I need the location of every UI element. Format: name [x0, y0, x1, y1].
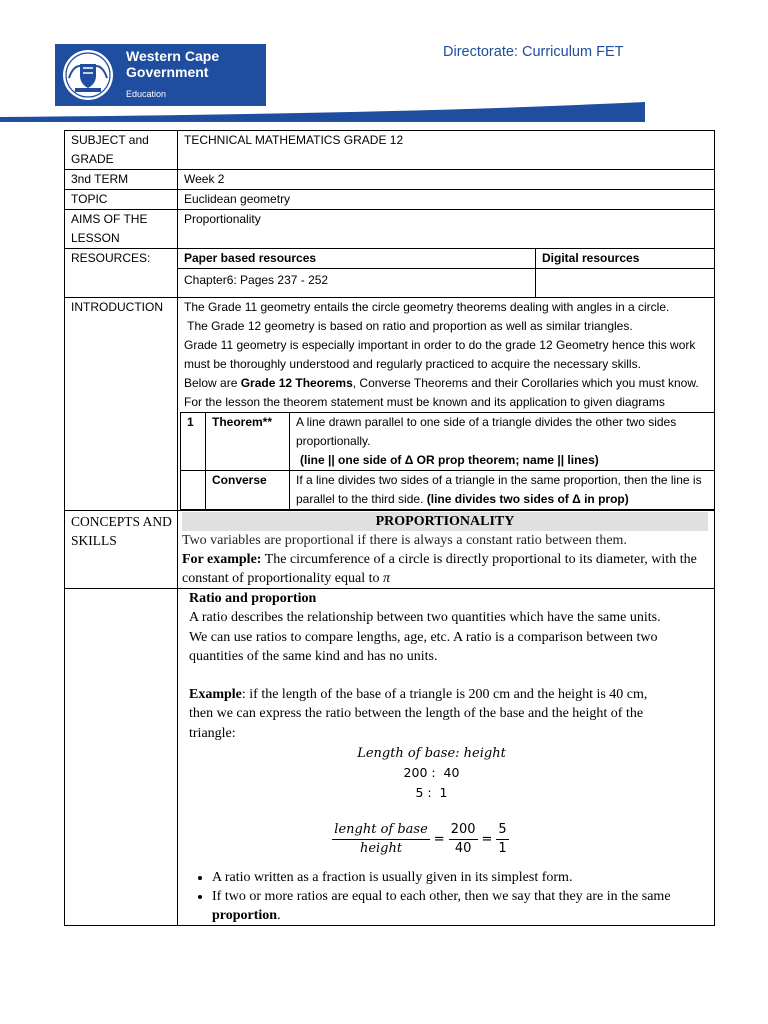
introduction-content — [178, 298, 715, 511]
ratio-label-cell — [65, 589, 178, 926]
header-swoosh — [0, 102, 645, 122]
subject-value: TECHNICAL MATHEMATICS GRADE 12 — [178, 131, 715, 170]
subject-label: SUBJECT and GRADE — [65, 131, 178, 170]
paper-resources-header: Paper based resources — [178, 249, 536, 269]
chapter-reference: Chapter6: Pages 237 - 252 — [178, 269, 536, 298]
theorem-table — [180, 412, 714, 510]
ratio-example: Example: if the length of the base of a triangle is 200 cm and the height is 40 cm, then we can express the ratio between the length of the base and the height of the triangle: — [189, 687, 648, 741]
logo-line-3: Education — [126, 89, 167, 99]
logo-banner — [55, 44, 266, 106]
concepts-label: CONCEPTS AND SKILLS — [65, 511, 178, 589]
converse-label: Converse — [206, 471, 290, 510]
fraction-1: lenght of base height — [334, 821, 428, 856]
pi-symbol: π — [383, 571, 391, 586]
logo-line-2: Government — [126, 64, 209, 80]
term-value: Week 2 — [178, 170, 715, 190]
ratio-fraction-equation: lenght of base height = 200 40 = 5 1 — [334, 821, 507, 856]
resources-label: RESOURCES: — [65, 249, 178, 298]
concepts-paragraph-1: Two variables are proportional if there is always a constant ratio between them. — [182, 533, 627, 548]
bullet-1: • A ratio written as a fraction is usually given in its simplest form. — [212, 868, 674, 887]
intro-paragraph-3: Grade 11 geometry is especially important in order to do the grade 12 Geometry hence this work must be thoroughly understood and regularly practiced to acquire the necessary skills. — [184, 338, 696, 371]
concepts-content — [178, 511, 715, 589]
converse-number — [181, 471, 206, 510]
aims-value: Proportionality — [178, 210, 715, 249]
directorate-title: Directorate: Curriculum FET — [443, 44, 624, 60]
ratio-paragraph: A ratio describes the relationship between two quantities which have the same units. We can use ratios to compare lengths, age, etc. A ratio is a comparison between two quantities of the same kind and has no units. — [189, 610, 661, 664]
digital-resources-value — [536, 269, 715, 298]
converse-reason: (line divides two sides of Δ in prop) — [426, 492, 629, 506]
topic-label: TOPIC — [65, 190, 178, 210]
ratio-content — [178, 589, 715, 926]
theorem-label: Theorem** — [206, 413, 290, 471]
digital-resources-header: Digital resources — [536, 249, 715, 269]
ratio-heading: Ratio and proportion — [189, 591, 317, 606]
bullet-2: • If two or more ratios are equal to each other, then we say that they are in the same proportion. — [212, 887, 674, 925]
proportionality-heading: PROPORTIONALITY — [182, 512, 708, 531]
fraction-3: 5 1 — [498, 821, 507, 856]
theorem-number: 1 — [181, 413, 206, 471]
topic-value: Euclidean geometry — [178, 190, 715, 210]
intro-paragraph-1: The Grade 11 geometry entails the circle geometry theorems dealing with angles in a circle. — [184, 300, 670, 314]
converse-statement: If a line divides two sides of a triangle in the same proportion, then the line is parallel to the third side. (line divides two sides of Δ in prop) — [290, 471, 715, 510]
concepts-paragraph-2: For example: The circumference of a circle is directly proportional to its diameter, with the constant of proportionality equal to π — [182, 552, 697, 586]
aims-label: AIMS OF THE LESSON — [65, 210, 178, 249]
math-line-3: 5 : 1 — [415, 784, 448, 800]
coat-of-arms-icon — [61, 48, 115, 102]
logo-line-1: Western Cape — [126, 48, 220, 64]
intro-paragraph-2: The Grade 12 geometry is based on ratio and proportion as well as similar triangles. — [184, 319, 633, 333]
intro-paragraph-5: For the lesson the theorem statement must be known and its application to given diagrams — [184, 395, 665, 409]
fraction-2: 200 40 — [450, 821, 476, 856]
math-line-2: 200 : 40 — [403, 765, 460, 781]
ratio-bullet-list — [189, 868, 674, 925]
theorem-reason: (line || one side of Δ OR prop theorem; name || lines) — [300, 453, 599, 467]
math-line-1: Length of base: height — [357, 746, 506, 762]
lesson-plan-table — [64, 130, 715, 926]
theorem-statement: A line drawn parallel to one side of a triangle divides the other two sides proportionally. (line || one side of Δ OR prop theorem; name || lines) — [290, 413, 715, 471]
introduction-label: INTRODUCTION — [65, 298, 178, 511]
term-label: 3nd TERM — [65, 170, 178, 190]
intro-paragraph-4: Below are Grade 12 Theorems, Converse Theorems and their Corollaries which you must know. — [184, 376, 699, 390]
